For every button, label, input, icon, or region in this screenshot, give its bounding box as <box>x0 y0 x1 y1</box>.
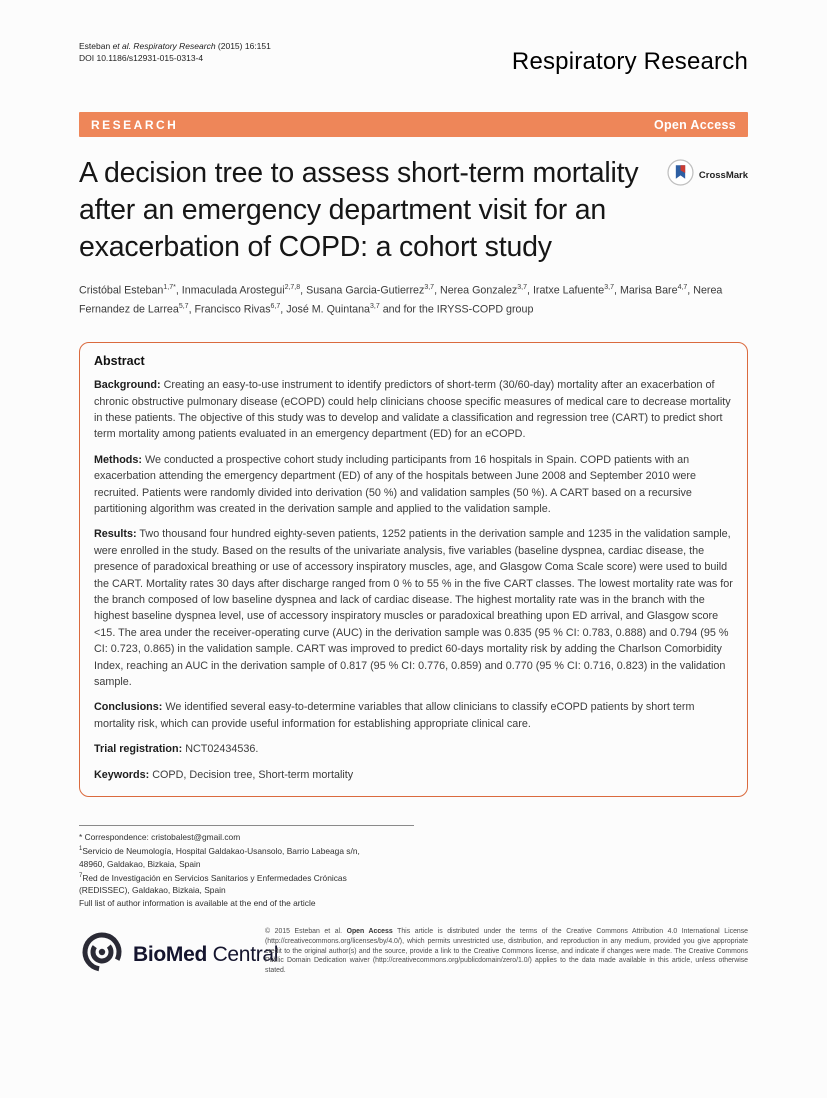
biomed-central-logo-text: BioMed Central <box>133 942 279 966</box>
banner-research-label: RESEARCH <box>91 117 179 132</box>
research-banner <box>79 112 748 137</box>
abstract-paragraph: Keywords: COPD, Decision tree, Short-term mortality <box>94 768 354 781</box>
abstract-heading: Abstract <box>94 354 145 369</box>
footnote-line: Full list of author information is available at the end of the article <box>79 897 316 908</box>
abstract-paragraph: Trial registration: NCT02434536. <box>94 743 259 756</box>
abstract-paragraph: Conclusions: We identified several easy-to-determine variables that allow clinicians to classify eCOPD patients by short term mortality risk, which can provide useful information for establishing appropriate clinical care. <box>94 701 695 730</box>
abstract-paragraph: Methods: We conducted a prospective cohort study including participants from 16 hospitals in Spain. COPD patients with an exacerbation attending the emergency department (ED) of any of the hospitals between June 2008 and September 2010 were recruited. Patients were randomly divided into derivation (50 %) and validation samples (50 %). A CART based on a recursive partitioning algorithm was created in the derivation sample and applied to the validation sample. <box>94 453 697 515</box>
copyright-text: © 2015 Esteban et al. Open Access This article is distributed under the terms of the Creative Commons Attribution 4.0 International License (http://creativecommons.org/licenses/by/4.0/), which permits unrestricted use, distribution, and reproduction in any medium, provided you give appropriate credit to the original author(s) and the source, provide a link to the Creative Commons license, and indicate if changes were made. The Creative Commons Public Domain Dedication waiver (http://creativecommons.org/publicdomain/zero/1.0/) applies to the data made available in this article, unless otherwise stated. <box>265 928 749 974</box>
footnote-line: $^1$Servicio de Neumología, Hospital Galdakao-Usansolo, Barrio Labeaga s/n, <box>79 846 360 857</box>
biomed-central-logo <box>79 929 279 980</box>
article-title: A decision tree to assess short-term mortality after an emergency department visit for an exacerbation of COPD: a cohort study <box>79 157 639 263</box>
abstract-sections <box>94 377 733 783</box>
citation-block <box>79 40 271 64</box>
footnotes-block <box>79 825 414 909</box>
page-header <box>79 40 748 76</box>
title-row <box>79 155 748 266</box>
banner-open-access-label: Open Access <box>653 117 736 132</box>
abstract-paragraph: Results: Two thousand four hundred eighty-seven patients, 1252 patients in the derivation sample and 1235 in the validation sample, were enrolled in the study. Based on the results of the univariate analysis, five variables (baseline dyspnea, cardiac disease, the presence of paradoxical breathing or use of accessory inspiratory muscles, age, and Glasgow Coma Scale score) were used to build the CART. Mortality rates 30 days after discharge ranged from 0 % to 55 % in the five CART classes. The lowest mortality rate was for the branch composed of low baseline dyspnea and lack of cardiac disease. The highest mortality rate was in the branch with the highest baseline dyspnea level, use of accessory inspiratory muscles or paradoxical breathing upon ED arrival, and Glasgow score <15. The area under the receiver-operating curve (AUC) in the derivation sample was 0.835 (95 % CI: 0.783, 0.888) and 0.794 (95 % CI: 0.723, 0.865) in the validation sample. CART was improved to predict 60-days mortality risk by adding the Charlson Comorbidity Index, reaching an AUC in the derivation sample of 0.817 (95 % CI: 0.776, 0.859) and 0.770 (95 % CI: 0.716, 0.823) in the validation sample. <box>94 528 733 689</box>
abstract-paragraph: Background: Creating an easy-to-use instrument to identify predictors of short-term (30/60-day) mortality after an exacerbation of chronic obstructive pulmonary disease (eCOPD) could help clinicians choose specific measures of medical care to decrease mortality in these patients. The objective of this study was to develop and validate a classification and regression tree (CART) to predict short term mortality among patients evaluated in an emergency department (ED) for an eCOPD. <box>94 379 731 441</box>
biomed-central-logo-icon <box>79 929 125 980</box>
crossmark-icon <box>667 159 694 191</box>
footnote-line: 48960, Galdakao, Bizkaia, Spain <box>79 858 201 869</box>
abstract-box <box>79 342 748 797</box>
author-line: Cristóbal Esteban$^{1,7*}$, Inmaculada Arostegui$^{2,7,8}$, Susana Garcia-Gutierrez$^{3,7}$, Nerea Gonzalez$^{3,7}$, Iratxe Lafuente$^{3,7}$, Marisa Bare$^{4,7}$, Nerea Fernandez de Larrea$^{5,7}$, Francisco Rivas$^{6,7}$, José M. Quintana$^{3,7}$ and for the IRYSS-COPD group <box>79 284 723 316</box>
footnote-line: * Correspondence: cristobalest@gmail.com <box>79 832 241 843</box>
crossmark-badge[interactable] <box>667 159 748 191</box>
footnote-line: (REDISSEC), Galdakao, Bizkaia, Spain <box>79 885 226 896</box>
page-footer <box>79 927 748 980</box>
crossmark-label: CrossMark <box>698 169 748 181</box>
citation-line: Esteban et al. Respiratory Research (2015) 16:151 <box>79 41 271 51</box>
footnote-line: $^7$Red de Investigación en Servicios Sanitarios y Enfermedades Crónicas <box>79 872 347 883</box>
journal-name: Respiratory Research <box>511 48 748 75</box>
doi-line: DOI 10.1186/s12931-015-0313-4 <box>79 53 204 63</box>
